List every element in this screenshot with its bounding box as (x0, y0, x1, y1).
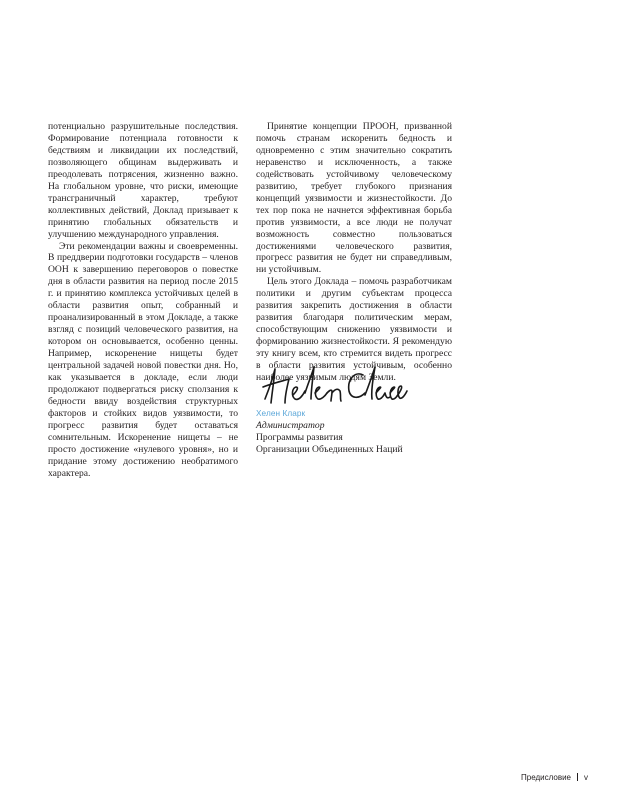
page-footer (521, 773, 588, 782)
footer-page-number: v (584, 773, 588, 782)
left-column (48, 121, 238, 480)
footer-section-label: Предисловие (521, 773, 571, 782)
signatory-title-block (256, 420, 403, 456)
left-paragraph-1: потенциально разрушительные последствия. Формирование потенциала готовности к бедствиям и ликвидации их последствий, позволяющего общинам выдерживать и преодолевать потрясения, жизненно важно. На глобальном уровне, что риски, имеющие трансграничный характер, требуют коллективных действий, Доклад призывает к принятию глобальных обязательств и улучшению международного управления. (48, 121, 238, 240)
signatory-name: Хелен Кларк (256, 409, 306, 418)
left-paragraph-2: Эти рекомендации важны и своевременны. В преддверии подготовки государств – членов ООН к завершению переговоров о повестке дня в области развития на период после 2015 г. и принятию комплекса устойчивых целей в области развития опыт, собранный и проанализированный в этом Докладе, а также взгляд с позиций человеческого развития, на котором он основывается, особенно ценны. Например, искоренение нищеты будет центральной задачей новой повестки дня. Но, как указывается в докладе, если люди продолжают подвергаться риску сползания к бедности ввиду воздействия структурных факторов и стойких видов уязвимости, то прогресс развития будет оставаться сомнительным. Искоренение нищеты – не просто достижение «нулевого уровня», но и придание этому достижению необратимого характера. (48, 240, 238, 479)
signatory-org-line-1: Программы развития (256, 431, 343, 443)
right-column (256, 121, 452, 384)
right-paragraph-1: Принятие концепции ПРООН, призванной помочь странам искоренить бедность и одновременно с этим значительно сократить неравенство и исключенность, а также содействовать устойчивому человеческому развитию, требует глубокого признания концепций уязвимости и жизнестойкости. До тех пор пока не начнется эффективная борьба против уязвимости, а все люди не получат возможность совместно пользоваться достижениями человеческого развития, прогресс развития не будет ни справедливым, ни устойчивым. (256, 121, 452, 276)
signatory-org-line-2: Организации Объединенных Наций (256, 443, 403, 455)
footer-separator (577, 773, 578, 781)
signatory-role: Администратор (256, 420, 325, 431)
right-paragraph-2: Цель этого Доклада – помочь разработчикам политики и другим субъектам процесса развития закрепить достижения в области развития благодаря политическим мерам, способствующим снижению уязвимости и формированию жизнестойкости. Я рекомендую эту книгу всем, кто стремится видеть прогресс в области развития устойчивым, особенно наиболее уязвимым людям Земли. (256, 276, 452, 384)
handwritten-signature (259, 363, 409, 413)
